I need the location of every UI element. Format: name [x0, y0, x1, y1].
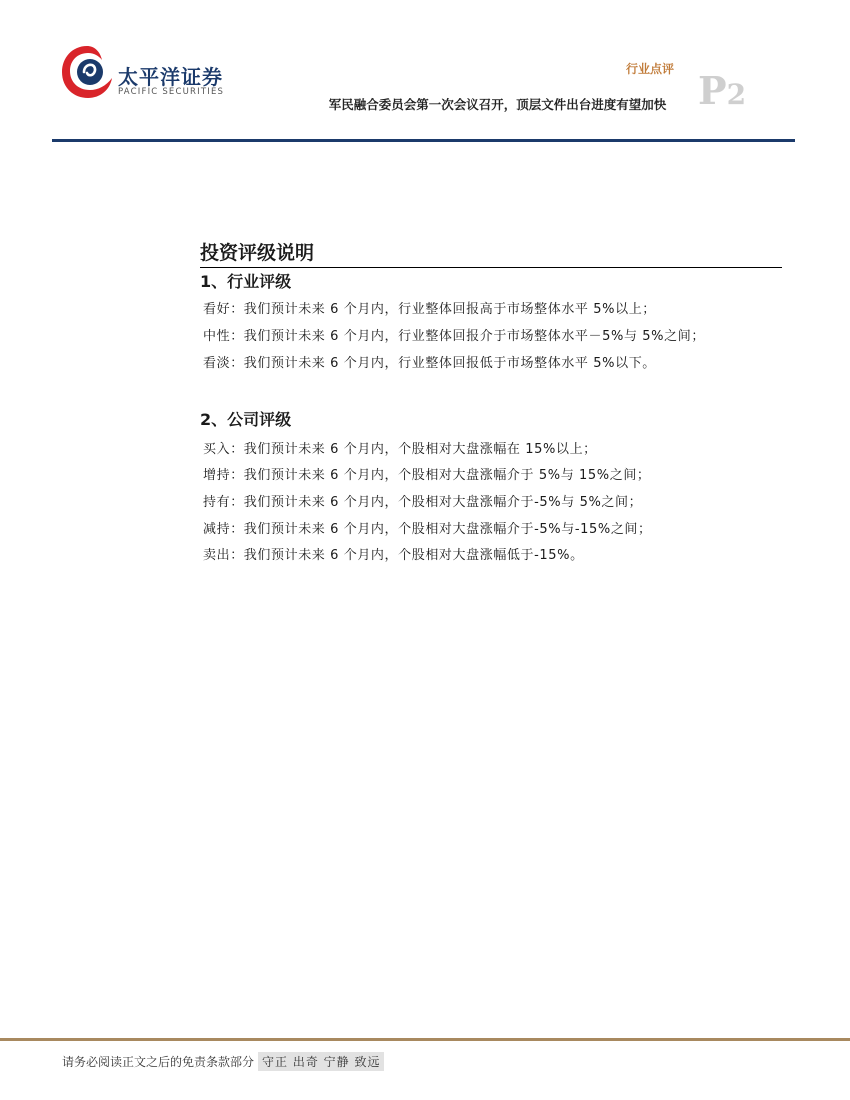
company-rating-heading: 2、公司评级 [200, 410, 292, 429]
footer-slogan: 守正 出奇 宁静 致远 [258, 1052, 384, 1071]
page-prefix: P [698, 68, 727, 113]
page-indicator [698, 68, 747, 113]
page-footer [62, 1052, 384, 1071]
industry-rating-item: 看好：我们预计未来 6 个月内，行业整体回报高于市场整体水平 5%以上； [203, 302, 656, 317]
document-type-label: 行业点评 [626, 62, 675, 76]
document-title: 军民融合委员会第一次会议召开，顶层文件出台进度有望加快 [328, 97, 667, 112]
company-logo [60, 42, 260, 112]
logo-english-name: PACIFIC SECURITIES [118, 87, 225, 97]
logo-chinese-name: 太平洋证券 [118, 65, 223, 89]
page-number: 2 [726, 78, 747, 111]
company-rating-item: 买入：我们预计未来 6 个月内，个股相对大盘涨幅在 15%以上； [203, 442, 597, 457]
industry-rating-item: 中性：我们预计未来 6 个月内，行业整体回报介于市场整体水平－5%与 5%之间； [203, 329, 705, 344]
company-rating-item: 减持：我们预计未来 6 个月内，个股相对大盘涨幅介于-5%与-15%之间； [203, 522, 652, 537]
pacific-securities-logo-icon [60, 42, 114, 102]
company-rating-item: 增持：我们预计未来 6 个月内，个股相对大盘涨幅介于 5%与 15%之间； [203, 468, 651, 483]
industry-rating-heading: 1、行业评级 [200, 272, 292, 291]
footer-divider [0, 1038, 850, 1041]
footer-disclaimer: 请务必阅读正文之后的免责条款部分 [62, 1055, 255, 1069]
company-rating-item: 卖出：我们预计未来 6 个月内，个股相对大盘涨幅低于-15%。 [203, 548, 584, 563]
company-rating-item: 持有：我们预计未来 6 个月内，个股相对大盘涨幅介于-5%与 5%之间； [203, 495, 643, 510]
header-divider [52, 139, 795, 142]
industry-rating-item: 看淡：我们预计未来 6 个月内，行业整体回报低于市场整体水平 5%以下。 [203, 356, 656, 371]
rating-section-heading: 投资评级说明 [200, 240, 782, 268]
